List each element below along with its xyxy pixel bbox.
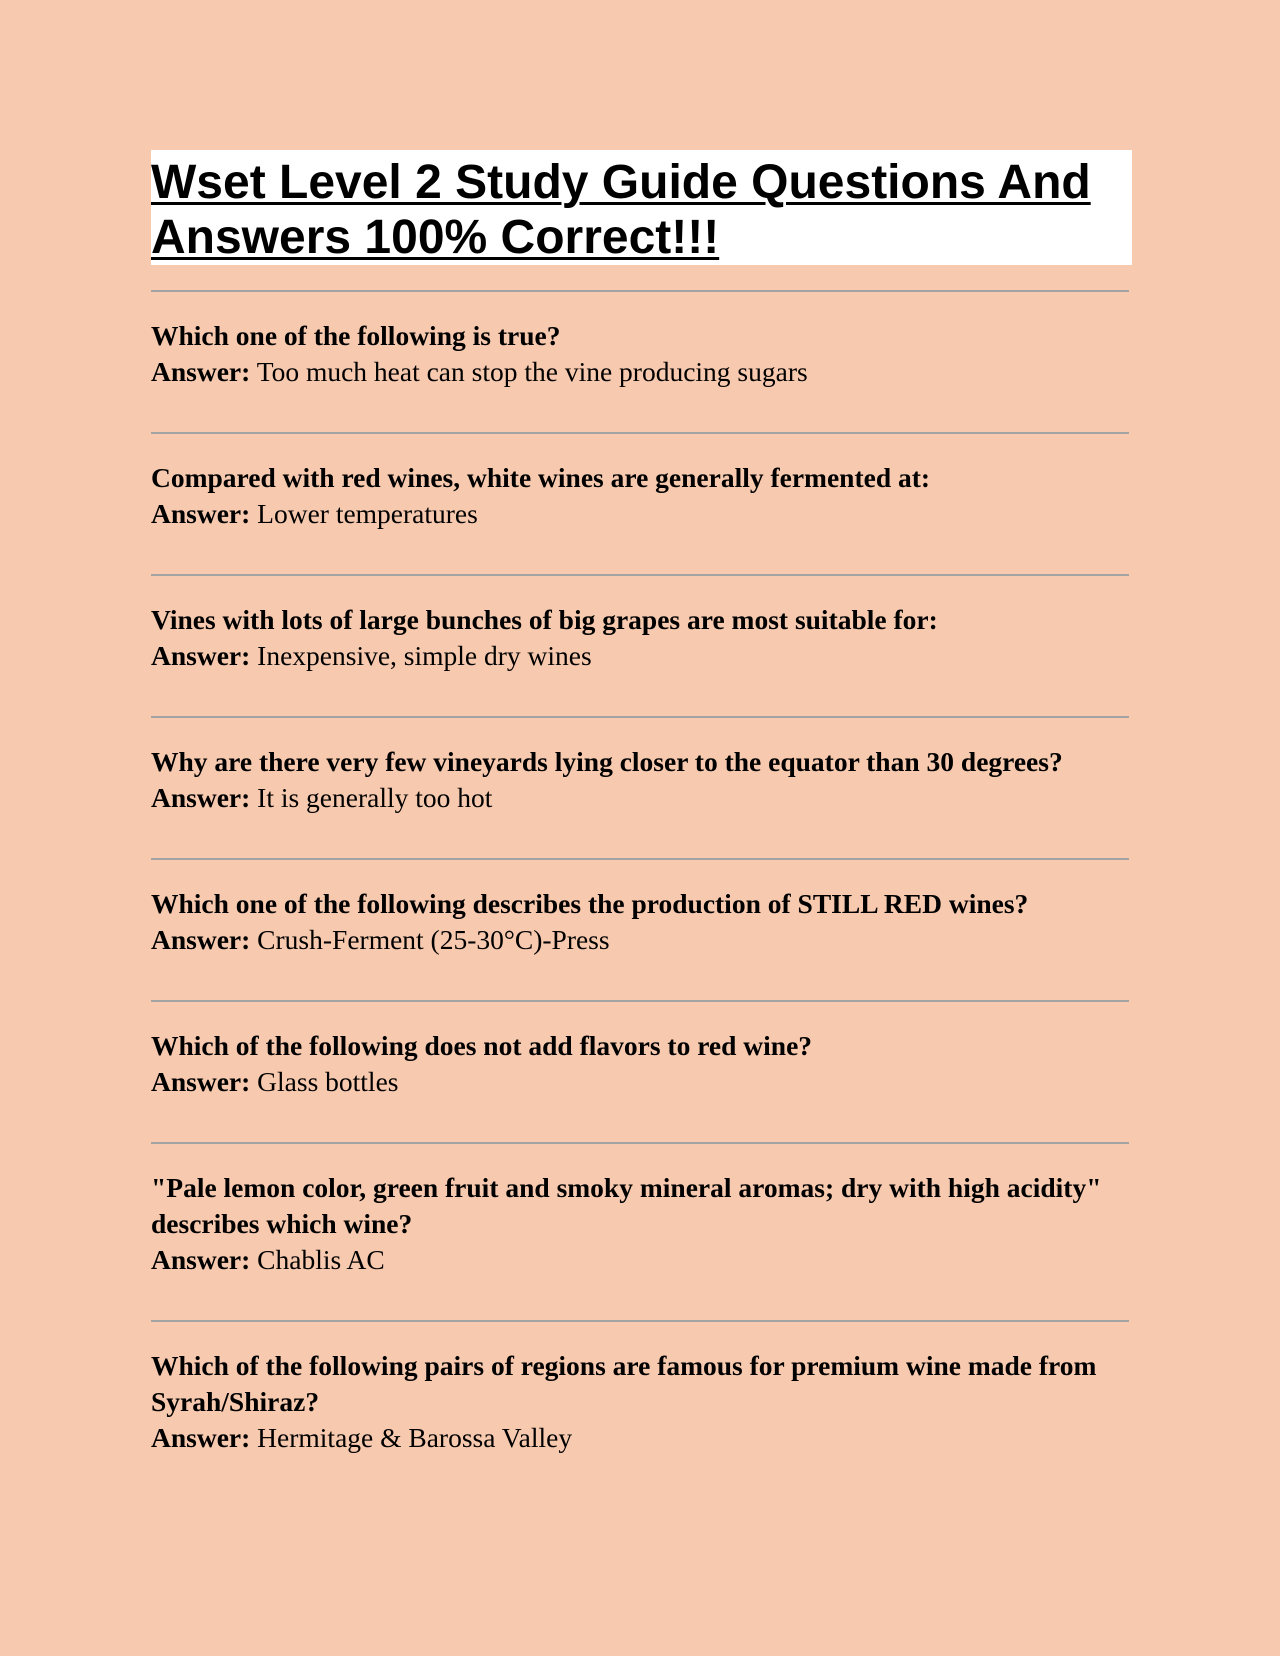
answer-label: Answer: (151, 924, 251, 955)
answer-label: Answer: (151, 782, 251, 813)
question-text: Which one of the following is true? (151, 320, 561, 351)
question-text: Which of the following does not add flavors to red wine? (151, 1030, 813, 1061)
answer-label: Answer: (151, 640, 251, 671)
answer-line (151, 1064, 1129, 1100)
qa-item (151, 292, 1129, 390)
answer-text: It is generally too hot (257, 782, 493, 813)
qa-item (151, 1144, 1129, 1278)
answer-text: Glass bottles (257, 1066, 399, 1097)
answer-line (151, 922, 1129, 958)
answer-line (151, 1420, 1129, 1456)
answer-text: Crush-Ferment (25-30°C)-Press (257, 924, 610, 955)
qa-item (151, 1322, 1129, 1456)
answer-line (151, 496, 1129, 532)
qa-item (151, 718, 1129, 816)
document-title: Wset Level 2 Study Guide Questions And Answers 100% Correct!!! (151, 156, 1091, 264)
answer-line (151, 780, 1129, 816)
answer-label: Answer: (151, 1244, 251, 1275)
answer-label: Answer: (151, 1066, 251, 1097)
answer-text: Lower temperatures (257, 498, 478, 529)
answer-text: Too much heat can stop the vine producing sugars (256, 356, 808, 387)
qa-item (151, 434, 1129, 532)
answer-line (151, 638, 1129, 674)
answer-line (151, 1242, 1129, 1278)
question-text: Which one of the following describes the production of STILL RED wines? (151, 888, 1029, 919)
answer-label: Answer: (151, 1422, 251, 1453)
question-text: "Pale lemon color, green fruit and smoky mineral aromas; dry with high acidity" describes which wine? (151, 1172, 1102, 1239)
qa-list (151, 290, 1129, 1456)
answer-text: Chablis AC (257, 1244, 385, 1275)
answer-line (151, 354, 1129, 390)
question-text: Which of the following pairs of regions are famous for premium wine made from Syrah/Shiraz? (151, 1350, 1097, 1417)
answer-text: Inexpensive, simple dry wines (257, 640, 592, 671)
document-page (151, 150, 1129, 1456)
qa-item (151, 576, 1129, 674)
answer-label: Answer: (151, 356, 251, 387)
qa-item (151, 1002, 1129, 1100)
answer-label: Answer: (151, 498, 251, 529)
answer-text: Hermitage & Barossa Valley (257, 1422, 573, 1453)
question-text: Vines with lots of large bunches of big grapes are most suitable for: (151, 604, 938, 635)
qa-item (151, 860, 1129, 958)
title-box (151, 150, 1132, 265)
question-text: Why are there very few vineyards lying closer to the equator than 30 degrees? (151, 746, 1063, 777)
question-text: Compared with red wines, white wines are generally fermented at: (151, 462, 931, 493)
